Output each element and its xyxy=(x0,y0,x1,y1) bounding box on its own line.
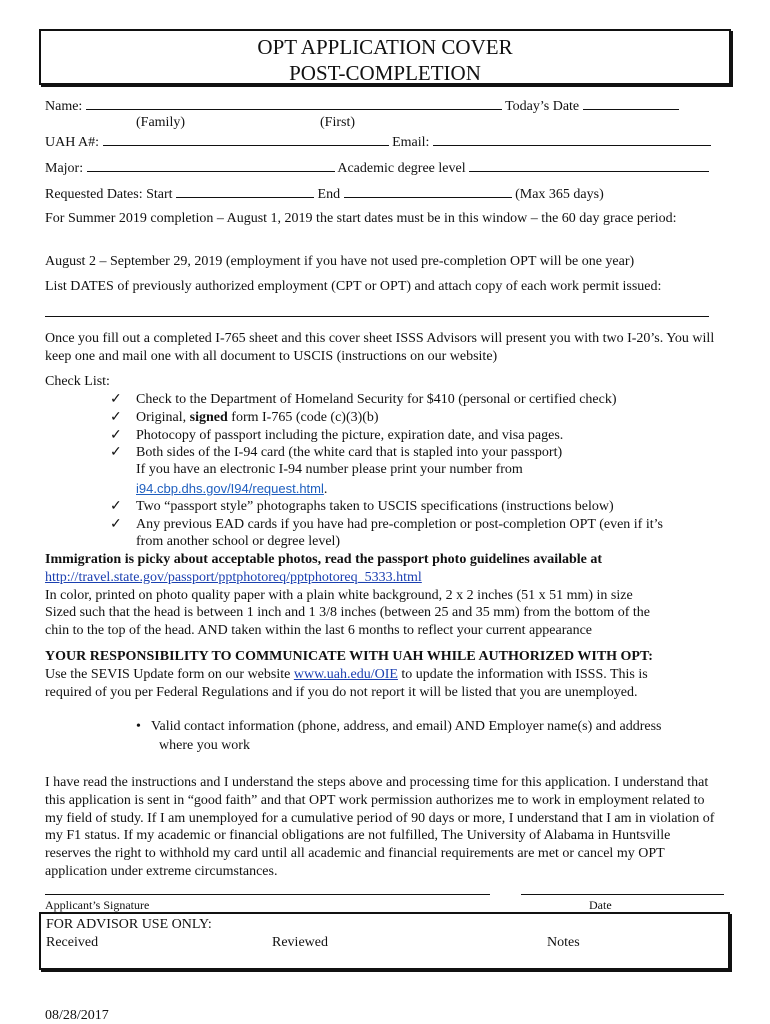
end-date-field[interactable] xyxy=(344,185,512,198)
applicant-signature-label: Applicant’s Signature xyxy=(45,898,150,912)
first-label: (First) xyxy=(320,115,355,130)
checklist-item: ✓ Any previous EAD cards if you have had pre-completion or post-completion OPT (even if it’s xyxy=(110,517,663,532)
advisor-use-box xyxy=(39,912,730,970)
start-date-field[interactable] xyxy=(176,185,314,198)
document-title-line1: OPT APPLICATION COVER xyxy=(257,35,513,59)
ead-continuation-text: from another school or degree level) xyxy=(136,534,341,549)
major-field[interactable] xyxy=(87,159,335,172)
summer-window-text: For Summer 2019 completion – August 1, 2019 the start dates must be in this window – the 60 day grace period: xyxy=(45,211,677,226)
checkmark-icon: ✓ xyxy=(110,517,122,532)
checklist-item: ✓ Original, signed form I-765 (code (c)(3)(b) xyxy=(110,410,379,425)
list-dates-text: List DATES of previously authorized employment (CPT or OPT) and attach copy of each work permit issued: xyxy=(45,279,662,294)
footer-revision-date: 08/28/2017 xyxy=(45,1008,109,1023)
checklist-item: ✓ Two “passport style” photographs taken to USCIS specifications (instructions below) xyxy=(110,499,614,514)
advisor-received-label: Received xyxy=(46,935,99,950)
signature-date-field[interactable] xyxy=(521,894,724,895)
checkmark-icon: ✓ xyxy=(110,410,122,425)
checklist-label: Check List: xyxy=(45,374,110,389)
checkmark-icon: ✓ xyxy=(110,445,122,460)
advisor-heading: FOR ADVISOR USE ONLY: xyxy=(46,917,212,932)
photo-requirement-size: Sized such that the head is between 1 inch and 1 3/8 inches (between 25 and 35 mm) from the bottom of the xyxy=(45,605,650,620)
uah-id-field[interactable] xyxy=(103,133,389,146)
requested-dates-row xyxy=(45,185,604,203)
degree-level-label: Academic degree level xyxy=(337,161,466,176)
photo-guidelines-heading: Immigration is picky about acceptable photos, read the passport photo guidelines available at xyxy=(45,552,603,567)
email-field[interactable] xyxy=(433,133,711,146)
federal-regulations-text: required of you per Federal Regulations and if you do not report it will be listed that you are unemployed. xyxy=(45,685,638,700)
photo-requirement-size-cont: chin to the top of the head. AND taken within the last 6 months to reflect your current appearance xyxy=(45,623,592,638)
today-date-field[interactable] xyxy=(583,97,679,110)
sevis-update-row: Use the SEVIS Update form on our website www.uah.edu/OIE to update the information with ISSS. This is xyxy=(45,667,648,682)
start-date-label: Requested Dates: Start xyxy=(45,187,173,202)
name-field[interactable] xyxy=(86,97,502,110)
photo-guidelines-link[interactable]: http://travel.state.gov/passport/pptphotoreq/pptphotoreq_5333.html xyxy=(45,570,422,585)
once-instructions-text: Once you fill out a completed I-765 sheet and this cover sheet ISSS Advisors will present you with two I-20’s. You will keep one and mail one with all document to USCIS (instructions on our website) xyxy=(45,331,715,364)
signature-date-label: Date xyxy=(589,898,612,912)
i94-link-row: i94.cbp.dhs.gov/I94/request.html. xyxy=(136,481,328,497)
oie-website-link[interactable]: www.uah.edu/OIE xyxy=(293,667,398,682)
name-row xyxy=(45,97,679,115)
major-label: Major: xyxy=(45,161,84,176)
max-days-note: (Max 365 days) xyxy=(515,187,604,202)
document-title-line2: POST-COMPLETION xyxy=(289,61,481,85)
checkmark-icon: ✓ xyxy=(110,392,122,407)
degree-level-field[interactable] xyxy=(469,159,709,172)
photo-requirement-color: In color, printed on photo quality paper with a plain white background, 2 x 2 inches (51 x 51 mm) in size xyxy=(45,588,633,603)
major-row xyxy=(45,159,709,177)
checklist-item: ✓ Check to the Department of Homeland Security for $410 (personal or certified check) xyxy=(110,392,617,407)
name-label: Name: xyxy=(45,99,83,114)
uah-id-label: UAH A#: xyxy=(45,135,100,150)
i94-instruction-text: If you have an electronic I-94 number please print your number from xyxy=(136,462,523,477)
checklist-item: ✓ Both sides of the I-94 card (the white card that is stapled into your passport) xyxy=(110,445,563,460)
contact-info-bullet: • Valid contact information (phone, address, and email) AND Employer name(s) and address xyxy=(136,719,662,734)
applicant-signature-field[interactable] xyxy=(45,894,490,895)
advisor-reviewed-label: Reviewed xyxy=(272,935,328,950)
checkmark-icon: ✓ xyxy=(110,428,122,443)
checklist-item: ✓ Photocopy of passport including the picture, expiration date, and visa pages. xyxy=(110,428,564,443)
today-date-label: Today’s Date xyxy=(505,99,580,114)
email-label: Email: xyxy=(392,135,430,150)
checkmark-icon: ✓ xyxy=(110,499,122,514)
responsibility-heading: YOUR RESPONSIBILITY TO COMMUNICATE WITH UAH WHILE AUTHORIZED WITH OPT: xyxy=(45,649,653,664)
previous-employment-field[interactable] xyxy=(45,316,709,317)
uah-row xyxy=(45,133,711,151)
i94-link[interactable]: i94.cbp.dhs.gov/I94/request.html xyxy=(136,481,324,496)
end-date-label: End xyxy=(317,187,341,202)
family-label: (Family) xyxy=(136,115,185,130)
advisor-notes-label: Notes xyxy=(547,935,580,950)
agreement-text: I have read the instructions and I understand the steps above and processing time for this application. I understand that this application is sent in “good faith” and that OPT work permission authorizes me to work in employment related to my field of study. If I am unemployed for a cumulative period of 90 days or more, I understand that I am in violation of my F1 status. If my academic or financial obligations are not fulfilled, The University of Alabama in Huntsville reserves the right to withhold my card until all academic and financial requirements are met or cancel my OPT application under extreme circumstances. xyxy=(45,775,715,879)
photo-guidelines-link-row xyxy=(45,570,422,586)
contact-info-bullet-cont: where you work xyxy=(159,738,250,753)
title-box xyxy=(39,29,731,85)
august-window-text: August 2 – September 29, 2019 (employment if you have not used pre-completion OPT will be one year) xyxy=(45,254,635,269)
bullet-icon: • xyxy=(136,719,141,734)
